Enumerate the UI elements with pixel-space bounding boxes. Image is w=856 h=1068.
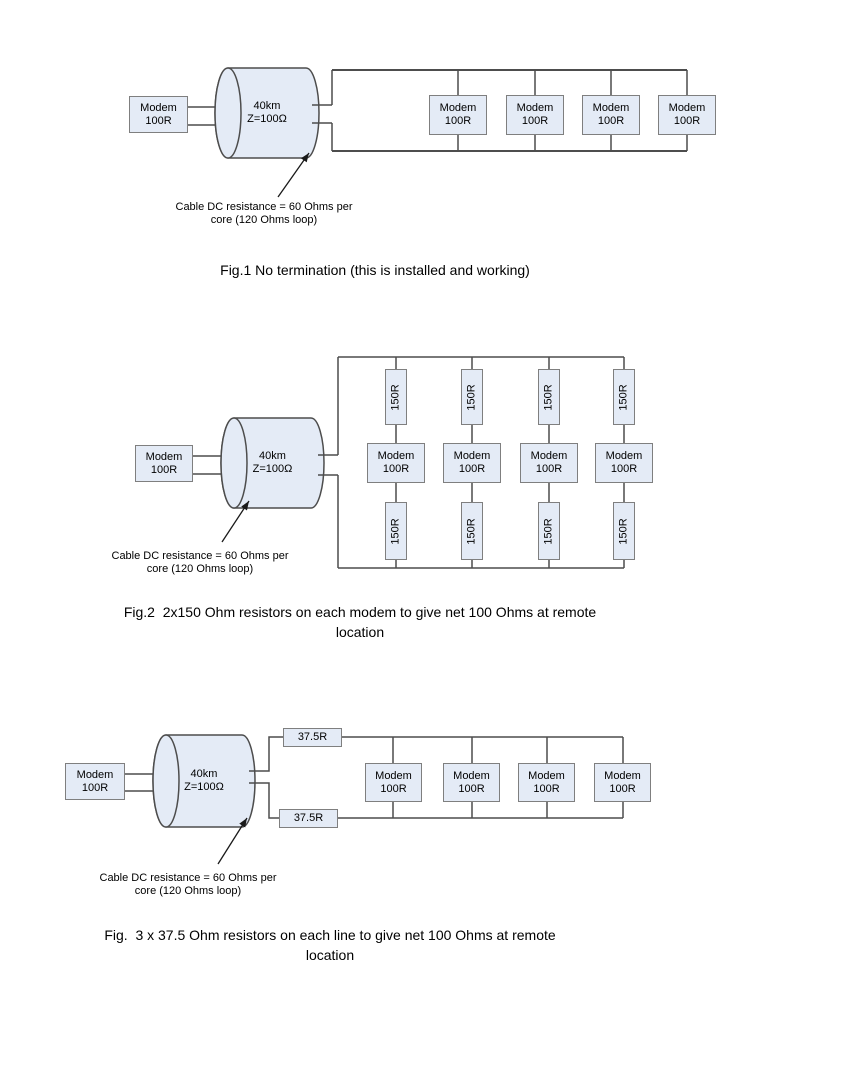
fig3-remote-modem-box [443,763,500,802]
modem-ohms-label: 100R [444,115,472,127]
note-line: Cable DC resistance = 60 Ohms per [111,550,289,562]
fig2-bottom-resistor-box [538,502,560,560]
caption-line: Fig.2 2x150 Ohm resistors on each modem to give net 100 Ohms at remote [123,604,597,620]
fig2-column-stubs [396,357,624,568]
note-line: Cable DC resistance = 60 Ohms per [175,201,353,213]
modem-label: Modem [375,769,412,782]
fig2-cable-note [90,550,310,576]
modem-label: Modem [377,450,415,462]
caption-line: location [335,624,385,640]
fig1-remote-modem-box [658,95,716,135]
modem-ohms-label: 100R [81,781,109,794]
modem-label: Modem [605,450,643,462]
resistor-label: 150R [389,383,402,411]
fig1-caption [125,260,625,280]
fig2-cable-label [222,448,323,478]
caption-line: Fig. 3 x 37.5 Ohm resistors on each line to give net 100 Ohms at remote [104,927,556,943]
note-line: core (120 Ohms loop) [210,214,318,226]
modem-label: Modem [76,768,114,781]
resistor-label: 150R [617,517,630,545]
cable-length-label: 40km [253,100,281,112]
fig3-bottom-line-resistor-box [279,809,338,828]
modem-ohms-label: 100R [597,115,625,127]
modem-ohms-label: 100R [145,114,172,127]
modem-ohms-label: 100R [609,782,636,795]
modem-ohms-label: 100R [458,463,486,475]
resistor-label: 37.5R [297,731,328,743]
modem-label: Modem [604,769,641,782]
resistor-label: 150R [542,517,555,545]
modem-label: Modem [592,102,630,114]
cable-impedance-label: Z=100Ω [184,781,224,793]
fig2-caption [110,602,610,642]
fig2-remote-modem-box [367,443,425,483]
modem-label: Modem [453,769,490,782]
fig1-remote-modem-box [506,95,564,135]
cable-length-label: 40km [190,768,218,780]
modem-label: Modem [140,101,177,114]
fig3-remote-modem-box [518,763,575,802]
modem-ohms-label: 100R [458,782,485,795]
fig1-note-arrow [278,153,309,197]
fig2-remote-modem-box [443,443,501,483]
cable-impedance-label: Z=100Ω [252,463,293,475]
fig1-cable-note [154,201,374,227]
modem-ohms-label: 100R [535,463,563,475]
fig3-cable-note [78,872,298,898]
resistor-label: 37.5R [293,812,324,824]
modem-ohms-label: 100R [521,115,549,127]
note-line: core (120 Ohms loop) [134,885,242,897]
fig2-remote-modem-box [595,443,653,483]
modem-label: Modem [530,450,568,462]
fig2-top-resistor-box [538,369,560,425]
modem-ohms-label: 100R [150,463,178,476]
modem-label: Modem [528,769,565,782]
fig3-caption [80,925,580,965]
modem-ohms-label: 100R [380,782,407,795]
note-line: Cable DC resistance = 60 Ohms per [99,872,277,884]
modem-ohms-label: 100R [673,115,701,127]
modem-ohms-label: 100R [610,463,638,475]
fig2-remote-modem-box [520,443,578,483]
fig1-modem-stubs [458,70,687,151]
modem-label: Modem [439,102,477,114]
fig2-top-resistor-box [613,369,635,425]
caption-line: location [305,947,355,963]
modem-label: Modem [145,450,183,463]
fig2-bottom-resistor-box [461,502,483,560]
fig2-top-resistor-box [385,369,407,425]
fig2-local-modem-box [135,445,193,482]
modem-label: Modem [668,102,706,114]
fig2-bottom-resistor-box [613,502,635,560]
resistor-label: 150R [542,383,555,411]
fig3-cable-label [154,766,254,796]
fig3-remote-modem-box [365,763,422,802]
caption-line: Fig.1 No termination (this is installed and working) [220,262,530,278]
fig3-local-modem-box [65,763,125,800]
note-line: core (120 Ohms loop) [146,563,254,575]
modem-ohms-label: 100R [533,782,560,795]
fig3-modem-stubs [393,737,623,818]
resistor-label: 150R [465,383,478,411]
resistor-label: 150R [465,517,478,545]
resistor-label: 150R [617,383,630,411]
fig3-top-line-resistor-box [283,728,342,747]
fig3-remote-modem-box [594,763,651,802]
cable-length-label: 40km [259,450,286,462]
modem-label: Modem [516,102,554,114]
fig1-cable-label [217,98,317,128]
modem-label: Modem [453,450,491,462]
fig1-remote-modem-box [582,95,640,135]
fig2-bottom-resistor-box [385,502,407,560]
resistor-label: 150R [389,517,402,545]
fig2-top-resistor-box [461,369,483,425]
cable-impedance-label: Z=100Ω [247,113,287,125]
fig1-remote-modem-box [429,95,487,135]
modem-ohms-label: 100R [382,463,410,475]
fig1-local-modem-box [129,96,188,133]
